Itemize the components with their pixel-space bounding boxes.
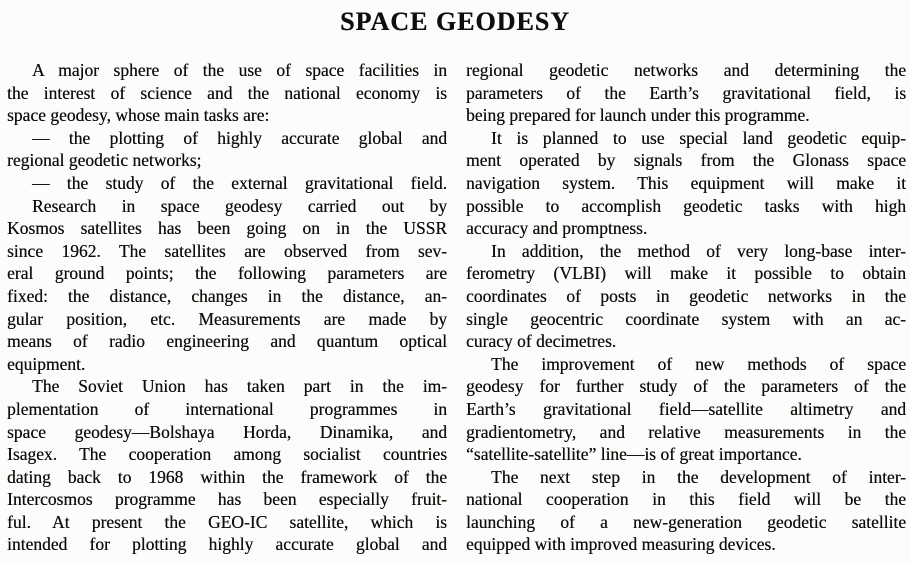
right-column: [466, 59, 906, 556]
text-line: dating back to 1968 within the framework of the: [7, 466, 447, 487]
text-line: ment operated by signals from the Glonass space: [466, 150, 906, 171]
text-line: ferometry (VLBI) will make it possible to obtain: [466, 263, 906, 284]
text-line: gradientometry, and relative measurements in the: [466, 421, 906, 442]
text-line: regional geodetic networks;: [7, 150, 202, 171]
text-line: It is planned to use special land geodetic equip-: [491, 127, 906, 148]
text-line: A major sphere of the use of space facilities in: [32, 60, 447, 80]
text-line: fixed: the distance, changes in the distance, an-: [7, 285, 447, 306]
text-line: accuracy and promptness.: [466, 218, 648, 239]
text-line: plementation of international programmes in: [7, 398, 447, 419]
text-line: “satellite-satellite” line—is of great importance.: [466, 444, 802, 465]
text-line: national cooperation in this field will be the: [466, 489, 906, 510]
article-title: SPACE GEODESY: [340, 7, 570, 36]
text-line: eral ground points; the following parameters are: [7, 263, 447, 284]
text-line: Earth’s gravitational field—satellite altimetry and: [466, 398, 906, 419]
text-line: space geodesy, whose main tasks are:: [7, 105, 270, 126]
text-line: intended for plotting highly accurate global and: [7, 534, 447, 555]
text-line: equipped with improved measuring devices.: [466, 534, 776, 555]
text-line: geodesy for further study of the parameters of the: [466, 376, 906, 397]
text-line: being prepared for launch under this programme.: [466, 105, 810, 126]
text-columns: [7, 59, 906, 556]
text-line: Kosmos satellites has been going on in the USSR: [7, 218, 447, 239]
text-line: — the study of the external gravitational field.: [32, 172, 447, 193]
text-line: curacy of decimetres.: [466, 331, 617, 352]
text-line: single geocentric coordinate system with an ac-: [466, 308, 906, 329]
text-line: gular position, etc. Measurements are made by: [7, 308, 447, 329]
text-line: means of radio engineering and quantum optical: [7, 331, 447, 352]
text-line: Research in space geodesy carried out by: [32, 195, 447, 216]
text-line: The Soviet Union has taken part in the im-: [32, 376, 447, 397]
text-line: parameters of the Earth’s gravitational field, is: [466, 82, 906, 103]
text-line: equipment.: [7, 353, 86, 374]
text-line: ful. At present the GEO-IC satellite, which is: [7, 511, 447, 532]
text-line: space geodesy—Bolshaya Horda, Dinamika, and: [7, 421, 447, 442]
text-line: navigation system. This equipment will make it: [466, 172, 906, 193]
text-line: regional geodetic networks and determining the: [466, 60, 906, 80]
text-line: The improvement of new methods of space: [491, 353, 906, 374]
text-line: since 1962. The satellites are observed from sev-: [7, 240, 447, 261]
text-line: possible to accomplish geodetic tasks with high: [466, 195, 906, 216]
text-line: the interest of science and the national economy is: [7, 82, 447, 103]
text-line: — the plotting of highly accurate global and: [32, 127, 447, 148]
text-line: coordinates of posts in geodetic networks in the: [466, 285, 906, 306]
text-line: The next step in the development of inter-: [491, 466, 906, 487]
text-line: Intercosmos programme has been especially fruit-: [7, 489, 447, 510]
text-line: In addition, the method of very long-base inter-: [491, 240, 906, 261]
text-line: Isagex. The cooperation among socialist countries: [7, 444, 447, 465]
text-line: launching of a new-generation geodetic satellite: [466, 511, 906, 532]
left-column: [7, 59, 447, 556]
